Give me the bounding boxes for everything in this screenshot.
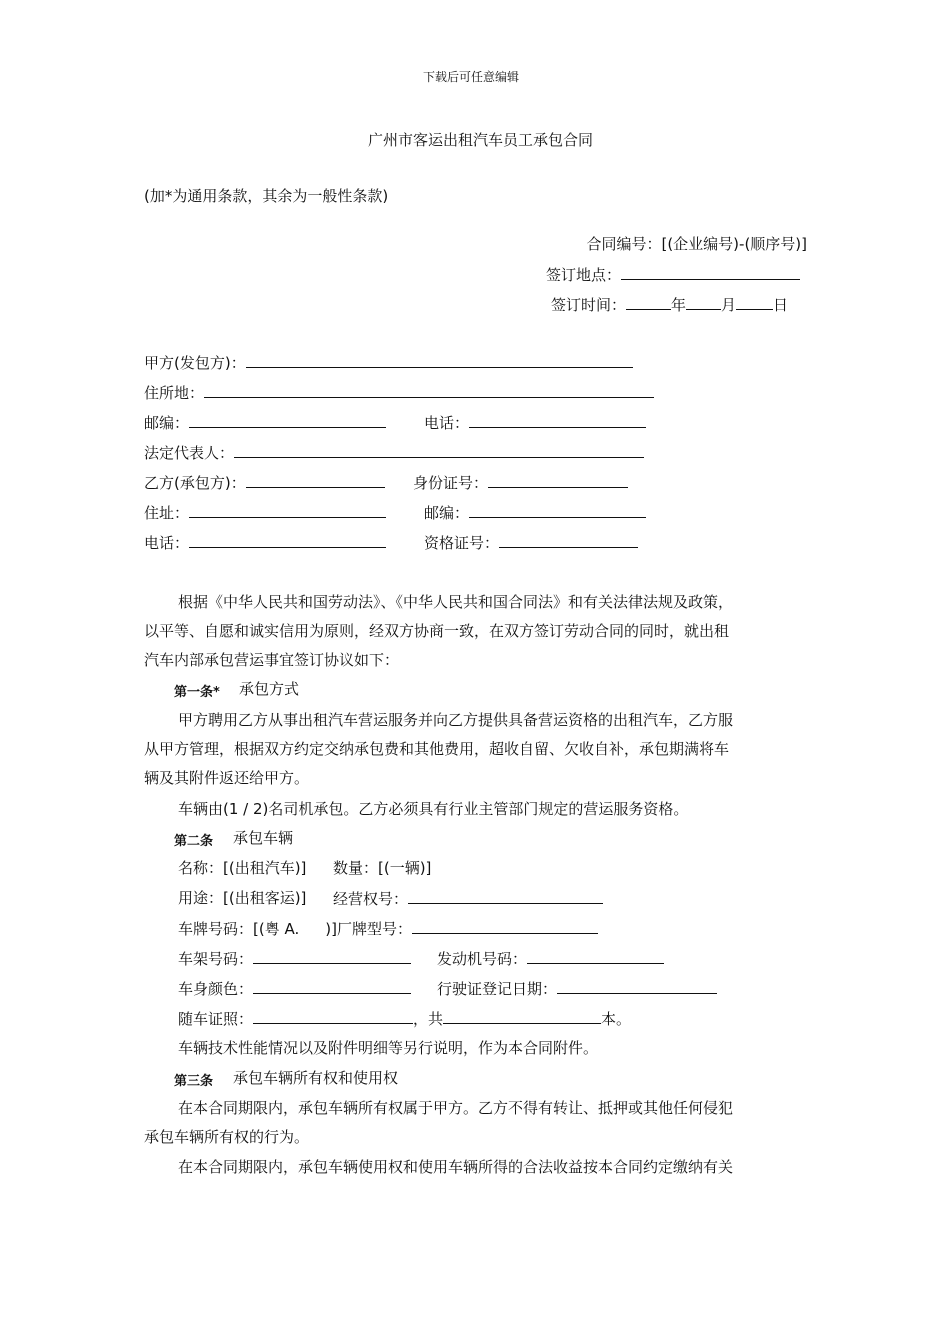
party-a-label: 甲方(发包方)：: [144, 354, 246, 372]
postcode-a-label: 邮编：: [144, 414, 190, 432]
docs-unit-label: 本。: [601, 1010, 632, 1028]
phone-a-row: [424, 412, 646, 433]
party-a-field[interactable]: [246, 352, 633, 368]
contract-number-row: [586, 234, 807, 254]
plate-row: [178, 918, 598, 939]
party-b-field[interactable]: [246, 472, 385, 488]
sign-place-label: 签订地点：: [546, 266, 622, 284]
docs-field[interactable]: [253, 1008, 413, 1024]
engine-label: 发动机号码：: [437, 950, 528, 968]
document-subtitle: (加*为通用条款，其余为一般性条款): [144, 187, 389, 205]
residence-row: [144, 502, 386, 523]
sign-month-field[interactable]: [686, 294, 721, 310]
legal-rep-label: 法定代表人：: [144, 444, 235, 462]
postcode-b-row: [424, 502, 646, 523]
residence-label: 住址：: [144, 504, 190, 522]
article-2-heading: 第二条: [174, 834, 214, 849]
qualification-row: [424, 532, 638, 553]
id-label: 身份证号：: [413, 474, 489, 492]
qualification-field[interactable]: [499, 532, 638, 548]
postcode-a-row: [144, 412, 386, 433]
preamble-line-1: 根据《中华人民共和国劳动法》、《中华人民共和国合同法》和有关法律法规及政策，: [178, 593, 734, 611]
contract-number-value: [(企业编号)-(顺序号)]: [661, 235, 807, 253]
sign-time-label: 签订时间：: [551, 296, 627, 314]
engine-field[interactable]: [527, 948, 664, 964]
legal-rep-row: [144, 442, 644, 463]
sign-year-field[interactable]: [626, 294, 671, 310]
license-label: 经营权号：: [333, 890, 409, 908]
docs-count-field[interactable]: [443, 1008, 601, 1024]
article-1-para-2: 车辆由(1 / 2)名司机承包。乙方必须具有行业主管部门规定的营运服务资格。: [178, 800, 689, 818]
qualification-label: 资格证号：: [424, 534, 500, 552]
license-field[interactable]: [408, 888, 603, 904]
sign-time-row: [551, 294, 788, 315]
reg-date-row: [437, 978, 717, 999]
article-3-title: 承包车辆所有权和使用权: [233, 1069, 399, 1087]
phone-a-field[interactable]: [469, 412, 646, 428]
color-field[interactable]: [253, 978, 411, 994]
phone-b-label: 电话：: [144, 534, 190, 552]
frame-field[interactable]: [253, 948, 411, 964]
article-1-para-line-3: 辆及其附件返还给甲方。: [144, 769, 310, 787]
id-row: [413, 472, 628, 493]
id-field[interactable]: [488, 472, 628, 488]
color-row: [178, 978, 411, 999]
reg-date-field[interactable]: [557, 978, 717, 994]
day-label: 日: [773, 296, 789, 314]
party-a-row: [144, 352, 633, 373]
sign-place-field[interactable]: [621, 264, 800, 280]
plate-label: 车牌号码：[(粤 A.: [178, 920, 300, 938]
preamble-line-2: 以平等、自愿和诚实信用为原则，经双方协商一致，在双方签订劳动合同的同时，就出租: [144, 622, 730, 640]
phone-b-row: [144, 532, 386, 553]
article-3-para-line-2: 承包车辆所有权的行为。: [144, 1128, 310, 1146]
model-label: )]厂牌型号：: [325, 920, 412, 938]
party-b-label: 乙方(承包方)：: [144, 474, 246, 492]
docs-total-label: ，共: [413, 1010, 444, 1028]
reg-date-label: 行驶证登记日期：: [437, 980, 558, 998]
address-field[interactable]: [204, 382, 654, 398]
address-label: 住所地：: [144, 384, 205, 402]
vehicle-use: 用途：[(出租客运)]: [178, 889, 307, 907]
article-3-para-line-1: 在本合同期限内，承包车辆所有权属于甲方。乙方不得有转让、抵押或其他任何侵犯: [178, 1099, 734, 1117]
docs-label: 随车证照：: [178, 1010, 254, 1028]
vehicle-quantity: 数量：[(一辆)]: [333, 859, 432, 877]
year-label: 年: [671, 296, 687, 314]
header-note: 下载后可任意编辑: [423, 70, 520, 84]
engine-row: [437, 948, 664, 969]
contract-number-label: 合同编号：: [586, 235, 662, 253]
month-label: 月: [721, 296, 737, 314]
party-b-row: [144, 472, 385, 493]
article-1-title: 承包方式: [239, 680, 300, 698]
phone-b-field[interactable]: [189, 532, 386, 548]
docs-row: [178, 1008, 631, 1029]
preamble-line-3: 汽车内部承包营运事宜签订协议如下：: [144, 651, 400, 669]
postcode-a-field[interactable]: [189, 412, 386, 428]
frame-row: [178, 948, 411, 969]
document-title: 广州市客运出租汽车员工承包合同: [368, 131, 594, 149]
vehicle-note: 车辆技术性能情况以及附件明细等另行说明，作为本合同附件。: [178, 1039, 599, 1057]
sign-place-row: [546, 264, 800, 285]
postcode-b-label: 邮编：: [424, 504, 470, 522]
phone-a-label: 电话：: [424, 414, 470, 432]
residence-field[interactable]: [189, 502, 386, 518]
article-1-para-line-2: 从甲方管理，根据双方约定交纳承包费和其他费用，超收自留、欠收自补，承包期满将车: [144, 740, 730, 758]
article-3-heading: 第三条: [174, 1074, 214, 1089]
article-3-para-2: 在本合同期限内，承包车辆使用权和使用车辆所得的合法收益按本合同约定缴纳有关: [178, 1158, 734, 1176]
color-label: 车身颜色：: [178, 980, 254, 998]
article-1-para-line-1: 甲方聘用乙方从事出租汽车营运服务并向乙方提供具备营运资格的出租汽车，乙方服: [178, 711, 734, 729]
vehicle-name: 名称：[(出租汽车)]: [178, 859, 307, 877]
frame-label: 车架号码：: [178, 950, 254, 968]
model-field[interactable]: [412, 918, 598, 934]
legal-rep-field[interactable]: [234, 442, 644, 458]
article-1-heading: 第一条*: [174, 685, 220, 700]
license-row: [333, 888, 603, 909]
article-2-title: 承包车辆: [233, 829, 294, 847]
address-row: [144, 382, 654, 403]
sign-day-field[interactable]: [736, 294, 773, 310]
postcode-b-field[interactable]: [469, 502, 646, 518]
